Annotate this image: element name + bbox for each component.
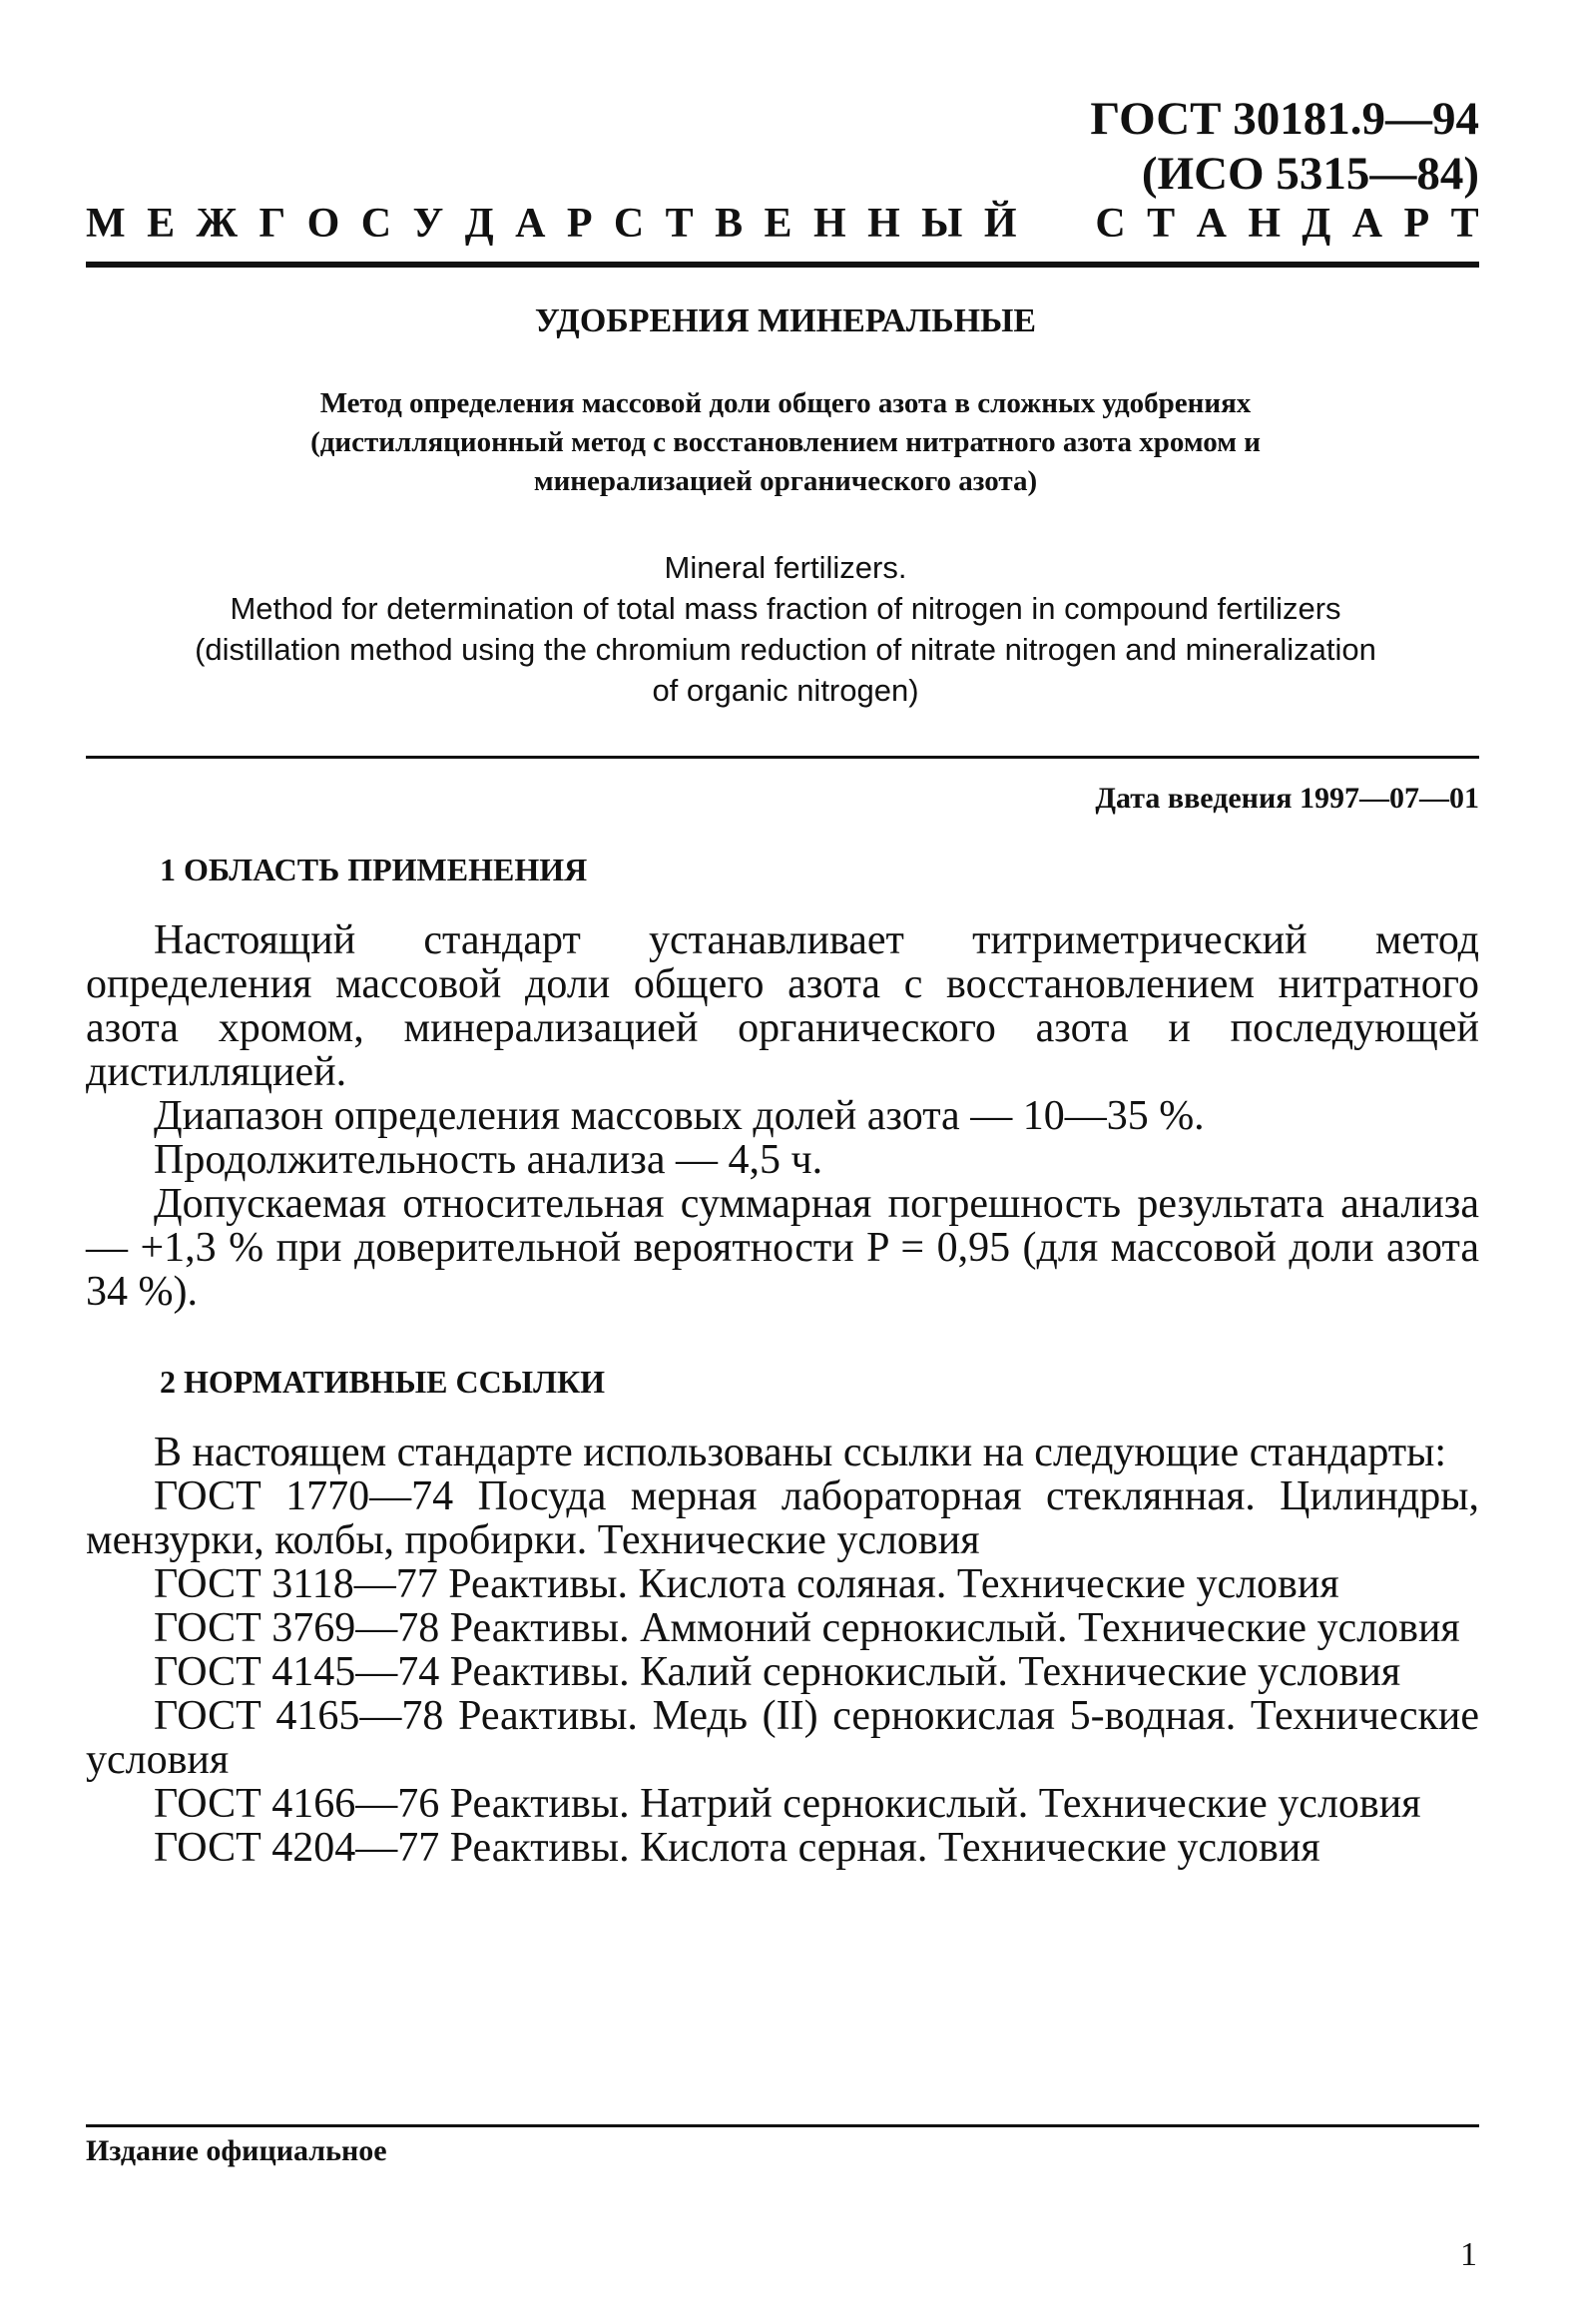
section-1-heading: 1 ОБЛАСТЬ ПРИМЕНЕНИЯ bbox=[160, 852, 588, 887]
gost-code: ГОСТ 30181.9—94 bbox=[1090, 93, 1479, 145]
official-edition-label: Издание официальное bbox=[86, 2134, 387, 2167]
reference-item: ГОСТ 4166—76 Реактивы. Натрий сернокислый. Технические условия bbox=[154, 1781, 1421, 1827]
banner-letter: Т bbox=[1147, 201, 1176, 247]
banner-letter: С bbox=[360, 201, 392, 247]
reference-item: ГОСТ 4204—77 Реактивы. Кислота серная. Технические условия bbox=[154, 1825, 1320, 1871]
english-title-line: of organic nitrogen) bbox=[652, 673, 919, 708]
introduction-date: Дата введения 1997—07—01 bbox=[1095, 782, 1479, 815]
paragraph: Продолжительность анализа — 4,5 ч. bbox=[154, 1137, 823, 1183]
banner-letter: У bbox=[412, 201, 444, 247]
subtitle-line: (дистилляционный метод с восстановлением нитратного азота хромом и bbox=[310, 426, 1261, 458]
subtitle-line: Метод определения массовой доли общего азота в сложных удобрениях bbox=[319, 387, 1252, 419]
banner-letter: Й bbox=[983, 201, 1017, 247]
gost-code-block bbox=[1090, 92, 1479, 202]
section-1-body bbox=[86, 918, 1479, 1314]
banner-letter: В bbox=[715, 201, 744, 247]
english-title-line: Mineral fertilizers. bbox=[664, 550, 907, 585]
banner-letter: Е bbox=[764, 201, 792, 247]
banner-letter: Д bbox=[464, 201, 494, 247]
banner-letter: А bbox=[1351, 201, 1383, 247]
banner-letter: Н bbox=[1248, 201, 1281, 247]
document-title: УДОБРЕНИЯ МИНЕРАЛЬНЫЕ bbox=[534, 302, 1037, 339]
reference-item: ГОСТ 3118—77 Реактивы. Кислота соляная. Технические условия bbox=[154, 1561, 1339, 1607]
banner-letter: Ы bbox=[921, 201, 963, 247]
banner-letter: Т bbox=[1450, 201, 1479, 247]
banner-letter: Ж bbox=[196, 201, 239, 247]
section-2-heading: 2 НОРМАТИВНЫЕ ССЫЛКИ bbox=[160, 1364, 606, 1400]
banner-letter: Г bbox=[259, 201, 286, 247]
footer-divider bbox=[86, 2124, 1479, 2127]
header-divider bbox=[86, 262, 1479, 268]
banner-letter: М bbox=[86, 201, 126, 247]
title-divider bbox=[86, 756, 1479, 759]
subtitle-line: минерализацией органического азота) bbox=[533, 465, 1038, 497]
reference-item: ГОСТ 3769—78 Реактивы. Аммоний сернокислый. Технические условия bbox=[154, 1605, 1460, 1651]
banner-letter: Р bbox=[1403, 201, 1430, 247]
reference-item: ГОСТ 4145—74 Реактивы. Калий сернокислый. Технические условия bbox=[154, 1649, 1401, 1695]
banner-letter: О bbox=[306, 201, 340, 247]
section-2-body bbox=[86, 1431, 1479, 1870]
iso-code: (ИСО 5315—84) bbox=[1141, 148, 1479, 200]
reference-item: ГОСТ 4165—78 Реактивы. Медь (II) сернокислая 5-водная. Технические условия bbox=[86, 1693, 1479, 1783]
banner-letter: Р bbox=[566, 201, 593, 247]
english-title-line: (distillation method using the chromium reduction of nitrate nitrogen and mineralization bbox=[195, 632, 1376, 667]
page-number: 1 bbox=[1460, 2236, 1477, 2273]
reference-item: ГОСТ 1770—74 Посуда мерная лабораторная стеклянная. Цилиндры, мензурки, колбы, пробирки. Технические условия bbox=[86, 1473, 1479, 1563]
english-title bbox=[96, 547, 1475, 711]
interstate-standard-banner bbox=[86, 200, 1479, 248]
paragraph: Диапазон определения массовых долей азота — 10—35 %. bbox=[154, 1093, 1205, 1139]
banner-letter: С bbox=[1095, 201, 1126, 247]
banner-letter: А bbox=[1196, 201, 1227, 247]
banner-letter: Т bbox=[665, 201, 694, 247]
paragraph: В настоящем стандарте использованы ссылки на следующие стандарты: bbox=[154, 1430, 1447, 1475]
banner-letter: С bbox=[613, 201, 645, 247]
banner-letter: Д bbox=[1302, 201, 1331, 247]
english-title-line: Method for determination of total mass fraction of nitrogen in compound fertilizers bbox=[230, 591, 1341, 626]
banner-letter: Н bbox=[812, 201, 846, 247]
paragraph: Допускаемая относительная суммарная погрешность результата анализа — +1,3 % при доверительной вероятности P = 0,95 (для массовой доли азота 34 %). bbox=[86, 1181, 1479, 1315]
banner-letter: Н bbox=[867, 201, 900, 247]
document-subtitle bbox=[180, 384, 1391, 501]
banner-letter: Е bbox=[147, 201, 176, 247]
paragraph: Настоящий стандарт устанавливает титриметрический метод определения массовой доли общего азота с восстановлением нитратного азота хромом, минерализацией органического азота и последующей дистилляцией. bbox=[86, 917, 1479, 1095]
banner-letter: А bbox=[515, 201, 546, 247]
